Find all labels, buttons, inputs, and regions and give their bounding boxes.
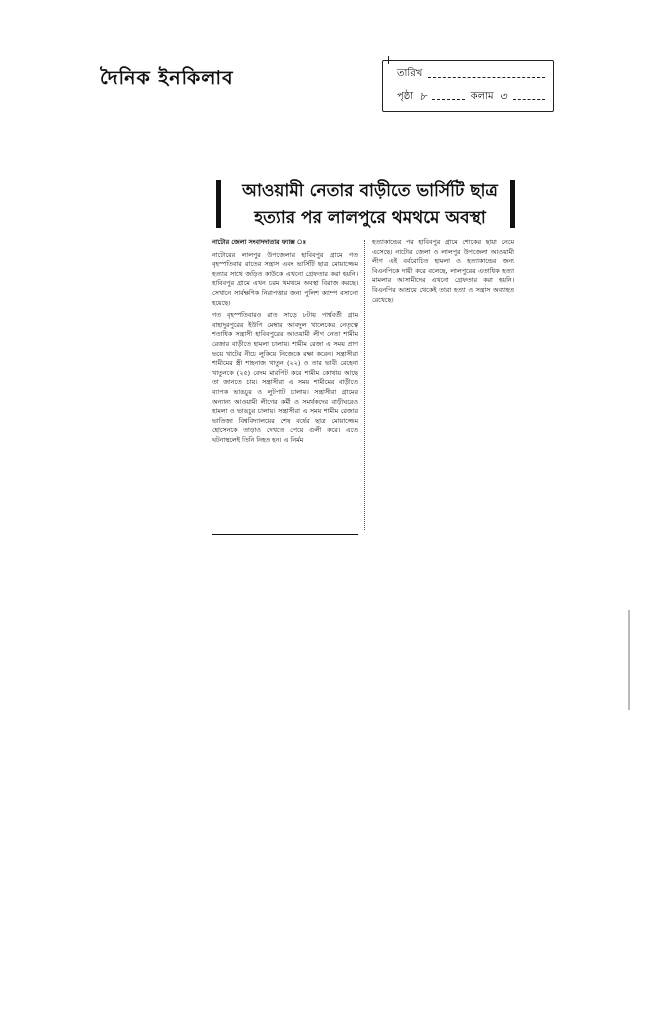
stamp-column-label: কলাম: [470, 90, 494, 102]
article-bottom-rule: [212, 534, 358, 535]
scan-speck: [388, 56, 389, 64]
article-paragraph: গত বৃহস্পতিবারও রাত সাড়ে ৮টায় পার্শ্ববর্তী গ্রাম বাহাদুরপুরের ইউপি মেম্বার আবদুল খালেকের নেতৃত্বে শতাধিক সন্ত্রাসী হাবিবপুরের আওয়ামী লীগ নেতা শামীম রেজার বাড়ীতে হামলা চালায়। শামীম রেজা এ সময় প্রাণ ভয়ে খাটের নীচে লুকিয়ে নিজেকে রক্ষা করেন। সন্ত্রাসীরা শামীমের স্ত্রী শাহনাজ খাতুন (২২) ও তার ভাবী রেহেনা খাতুনকে (২৫) বেদম মারপিট করে শামীম কোথায় আছে তা জানতে চায়। সন্ত্রাসীরা এ সময় শামীমের বাড়ীতে ব্যাপক ভাঙচুর ও লুটপাট চালায়। সন্ত্রাসীরা গ্রামের অন্যান্য আওয়ামী লীগের কর্মী ও সমর্থকদের বাড়ীঘরেও হামলা ও ভাঙচুর চালায়। সন্ত্রাসীরা এ সময় শামীম রেজার ভাতিজা বিশ্ববিদ্যালয়ের শেষ বর্ষের ছাত্র মোয়াজ্জেম হোসেনকে তাড়াও দেখতে পেয়ে গুলী করে। এতে ঘটনাস্থলেই তিনি নিহত হন। এ নির্মম: [212, 311, 358, 444]
article-dateline: নাটোর জেলা সংবাদদাতার ফ্যাক্স ঃ: [212, 238, 307, 246]
headline-line-1: আওয়ামী নেতার বাড়ীতে ভার্সিটি ছাত্র: [242, 181, 498, 201]
stamp-page-row: [397, 91, 545, 102]
stamp-column-value: ৩: [499, 90, 507, 103]
newspaper-masthead: দৈনিক ইনকিলাব: [100, 67, 234, 89]
stamp-page-value: ৮: [419, 90, 427, 103]
headline-right-bracket: [510, 180, 515, 228]
stamp-column-blank: [513, 93, 545, 100]
article-headline: [224, 178, 516, 232]
column-divider: [364, 240, 365, 530]
stamp-date-label: তারিখ: [397, 68, 423, 79]
stamp-date-blank: [428, 71, 545, 78]
headline-left-bracket: [216, 180, 221, 228]
article-paragraph: হত্যাকান্ডের পর হাবিবপুর গ্রামে শোকের ছায়া নেমে এসেছে। নাটোর জেলা ও লালপুর উপজেলা আওয়ামী লীগ এই বর্বরোচিত হামলা ও হত্যাকান্ডের জন্য বিএনপিকে দায়ী করে বলেছে, লালপুরের এতাধিক হত্যা মামলার আসামীদের এখনো গ্রেফতার করা হয়নি। বিএনপির আশ্রয়ে থেকেই তারা হত্যা ও সন্ত্রাস অব্যাহত রেখেছে।: [372, 238, 514, 304]
archive-stamp: [382, 60, 554, 112]
stamp-date-row: [397, 69, 545, 79]
article-paragraph: নাটোরের লালপুর উপজেলার হাবিবপুর গ্রামে গত বৃহস্পতিবার রাতের সন্ত্রাস এবং ভার্সিটি ছাত্র মোয়াজ্জেম হত্যার সাথে জড়িত কাউকে এখনো গ্রেফতার করা হয়নি। হাবিবপুর গ্রামে এখন চরম থমথমে অবস্থা বিরাজ করছে। সেখানে সার্বক্ষণিক নিরাপত্তার জন্য পুলিশ ক্যাম্প বসানো হয়েছে।: [212, 250, 358, 307]
scan-edge-mark: [628, 610, 630, 710]
stamp-page-label: পৃষ্ঠা: [397, 90, 414, 102]
headline-line-2: হত্যার পর লালপুরে থমথমে অবস্থা: [254, 208, 486, 228]
stamp-page-blank: [432, 93, 464, 100]
article-column-2: [372, 238, 514, 346]
article-column-1: [212, 238, 358, 530]
